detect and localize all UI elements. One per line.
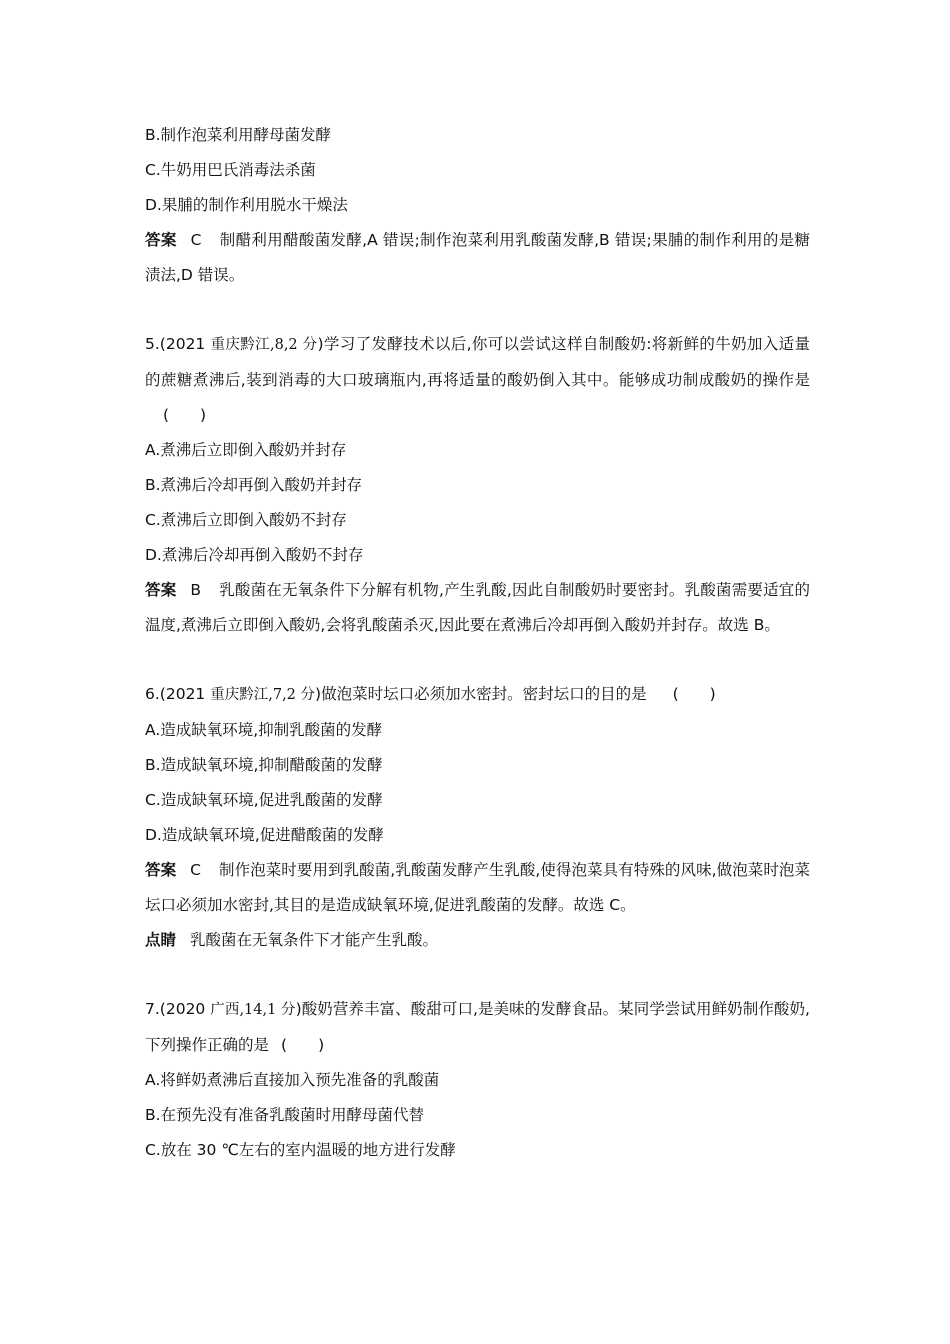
option-a: A.煮沸后立即倒入酸奶并封存 xyxy=(145,441,347,459)
answer-explanation: 乳酸菌在无氧条件下分解有机物,产生乳酸,因此自制酸奶时要密封。乳酸菌需要适宜的温度,煮沸后立即倒入酸奶,会将乳酸菌杀灭,因此要在煮沸后冷却再倒入酸奶并封存。故选 B。 xyxy=(145,581,810,634)
option-b: B.造成缺氧环境,抑制醋酸菌的发酵 xyxy=(145,756,383,774)
question-7-stem xyxy=(145,992,810,1063)
question-year: 2021 xyxy=(165,335,206,353)
answer-blank: ( ) xyxy=(281,1036,325,1054)
tip-tag: 点睛 xyxy=(145,931,177,949)
question-number: 7.( xyxy=(145,1000,166,1018)
question-7-options xyxy=(145,1063,810,1168)
option-d: D.煮沸后冷却再倒入酸奶不封存 xyxy=(145,546,364,564)
question-4-options xyxy=(145,118,810,223)
option-c: C.造成缺氧环境,促进乳酸菌的发酵 xyxy=(145,791,383,809)
option-b: B.在预先没有准备乳酸菌时用酵母菌代替 xyxy=(145,1106,425,1124)
question-number: 6.( xyxy=(145,685,166,703)
answer-tag: 答案 xyxy=(145,231,177,249)
tip-text: 乳酸菌在无氧条件下才能产生乳酸。 xyxy=(190,931,439,949)
question-year: 2021 xyxy=(165,685,206,703)
option-c: C.煮沸后立即倒入酸奶不封存 xyxy=(145,511,347,529)
option-b: B.制作泡菜利用酵母菌发酵 xyxy=(145,126,332,144)
option-a: A.造成缺氧环境,抑制乳酸菌的发酵 xyxy=(145,721,383,739)
answer-letter: C xyxy=(190,231,202,249)
question-4-answer xyxy=(145,223,810,293)
question-source: 重庆黔江,7,2 分 xyxy=(210,687,316,703)
question-6-tip xyxy=(145,923,810,958)
answer-explanation: 制醋利用醋酸菌发酵,A 错误;制作泡菜利用乳酸菌发酵,B 错误;果脯的制作利用的是糖渍法,D 错误。 xyxy=(145,231,810,284)
option-d: D.果脯的制作利用脱水干燥法 xyxy=(145,196,348,214)
option-c: C.放在 30 ℃左右的室内温暖的地方进行发酵 xyxy=(145,1141,456,1159)
question-6-options xyxy=(145,713,810,853)
question-number: 5.( xyxy=(145,335,166,353)
question-6-stem xyxy=(145,677,810,713)
question-5-answer xyxy=(145,573,810,643)
question-source: 广西,14,1 分 xyxy=(210,1002,296,1018)
answer-blank: ( ) xyxy=(672,685,716,703)
answer-blank: ( ) xyxy=(163,406,207,424)
document-page xyxy=(145,118,810,1168)
option-b: B.煮沸后冷却再倒入酸奶并封存 xyxy=(145,476,363,494)
question-5-options xyxy=(145,433,810,573)
question-text: )学习了发酵技术以后,你可以尝试这样自制酸奶:将新鲜的牛奶加入适量的蔗糖煮沸后,装到消毒的大口玻璃瓶内,再将适量的酸奶倒入其中。能够成功制成酸奶的操作是 xyxy=(145,335,810,389)
question-year: 2020 xyxy=(165,1000,206,1018)
option-c: C.牛奶用巴氏消毒法杀菌 xyxy=(145,161,316,179)
question-6-answer xyxy=(145,853,810,923)
question-text: )酸奶营养丰富、酸甜可口,是美味的发酵食品。某同学尝试用鲜奶制作酸奶,下列操作正确的是 xyxy=(145,1000,810,1054)
answer-letter: C xyxy=(190,861,201,879)
option-a: A.将鲜奶煮沸后直接加入预先准备的乳酸菌 xyxy=(145,1071,440,1089)
question-5-stem xyxy=(145,327,810,433)
option-d: D.造成缺氧环境,促进醋酸菌的发酵 xyxy=(145,826,384,844)
question-text: )做泡菜时坛口必须加水密封。密封坛口的目的是 xyxy=(315,685,647,703)
answer-tag: 答案 xyxy=(145,861,177,879)
answer-letter: B xyxy=(190,581,202,599)
question-source: 重庆黔江,8,2 分 xyxy=(210,337,318,353)
answer-explanation: 制作泡菜时要用到乳酸菌,乳酸菌发酵产生乳酸,使得泡菜具有特殊的风味,做泡菜时泡菜坛口必须加水密封,其目的是造成缺氧环境,促进乳酸菌的发酵。故选 C。 xyxy=(145,861,810,914)
answer-tag: 答案 xyxy=(145,581,177,599)
